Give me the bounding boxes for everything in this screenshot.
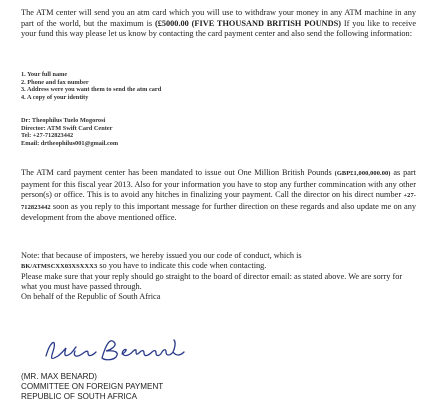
p1-text-c: If you like to receive your fund this way please let us know by contacting the card payment center and also send the following information:	[21, 18, 417, 39]
paragraph-atm-card	[21, 8, 416, 40]
note-block	[21, 251, 416, 302]
signature	[40, 334, 190, 366]
closing-block	[21, 372, 416, 401]
note-line: Please make sure that your reply should go straight to the board of director email: as stated above. We are sorry for what you must have passed through.	[21, 271, 403, 291]
max-amount: (£5000.00 (FIVE THOUSAND BRITISH POUNDS)	[154, 18, 342, 28]
signatory-name: (MR. MAX BENARD)	[21, 372, 97, 381]
contact-phone: Tel: +27-712823442	[21, 132, 74, 140]
note-line: Note: that because of imposters, we hereby issued you our code of conduct, which is	[21, 251, 302, 260]
director-number: +27-712823442	[21, 192, 416, 211]
signatory-country: REPUBLIC OF SOUTH AFRICA	[21, 391, 138, 401]
code-line	[21, 261, 416, 272]
p2-text-a: The ATM card payment center has been mandated to issue out One Million British Pounds	[21, 168, 335, 177]
paragraph-payment	[21, 168, 416, 224]
p2-text-c: as part payment for this fiscal year 2013. Also for your information you have to stop any further commincation with any other person(s) or office. This is to avoid any hitches in finalizing your payment. Call the director on his direct number	[21, 168, 416, 200]
contact-title: Director: ATM Swift Card Center	[21, 124, 113, 132]
list-item: 3. Address were you want them to send the atm card	[21, 86, 162, 94]
note-line: On behalf of the Republic of South Africa	[21, 291, 161, 301]
contact-name: Dr: Theophilus Tuelo Mogorosi	[21, 117, 106, 124]
list-item: 1. Your full name	[21, 71, 68, 78]
list-item: 4. A copy of your identity	[21, 93, 89, 101]
p1-text-a: The ATM center will send you an atm card which you will use to withdraw your money in any ATM machine in any part of the world, but the maximum is	[21, 8, 416, 28]
payment-amount: (GBP£1,000,000.00)	[334, 170, 391, 177]
contact-block	[21, 117, 416, 147]
p2-text-e: soon as you reply to this important message for further direction on these regards and also update me on any development from the above mentioned office.	[21, 201, 416, 223]
list-item: 2. Phone and fax number	[21, 78, 89, 86]
signature-image	[40, 334, 190, 366]
conduct-code: BK/ATMSCXX03XSXXX3	[21, 262, 98, 270]
info-list	[21, 71, 416, 101]
contact-email: Email: drtheophilus001@gmail.com	[21, 139, 119, 147]
code-instruction: so you have to indicate this code when contacting.	[97, 260, 267, 270]
signatory-committee: COMMITTEE ON FOREIGN PAYMENT	[21, 381, 164, 391]
